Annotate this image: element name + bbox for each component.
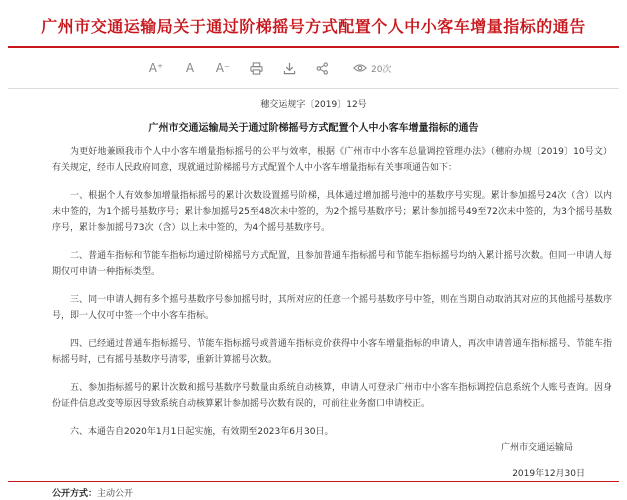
paragraph-intro: 为更好地兼顾我市个人中小客车增量指标摇号的公平与效率，根据《广州市中小客车总量调控管理办法》（穗府办规〔2019〕10号文）有关规定，经市人民政府同意，现就通过阶梯摇号方式配置个人中小客车增量指标有关事项通告如下： [52,147,612,173]
font-reset-icon: A [185,61,195,75]
paragraph-2: 二、普通车指标和节能车指标均通过阶梯摇号方式配置，且参加普通车指标摇号和节能车指标摇号均纳入累计摇号次数。但同一申请人每期仅可申请一种指标类型。 [52,251,612,277]
page-title: 广州市交通运输局关于通过阶梯摇号方式配置个人中小客车增量指标的通告 [41,17,586,36]
view-count: 20次 [371,64,392,75]
print-button[interactable] [248,58,264,78]
share-icon [316,62,329,75]
signature-date: 2019年12月30日 [512,469,585,479]
font-increase-button[interactable] [148,58,164,78]
disclosure-info [52,486,133,499]
font-reset-button[interactable] [182,58,198,78]
share-button[interactable] [314,58,330,78]
title-divider [8,46,619,48]
article-toolbar [148,58,391,78]
paragraph-3: 三、同一申请人拥有多个摇号基数序号参加摇号时，其所对应的任意一个摇号基数序号中签，则在当期自动取消其对应的其他摇号基数序号，即一人仅可中签一个中小客车指标。 [52,295,612,321]
document-number: 穗交运规字〔2019〕12号 [260,100,367,110]
font-decrease-icon: A⁻ [215,61,231,75]
download-button[interactable] [281,58,297,78]
toolbar-divider [8,88,619,89]
footer-divider [8,481,619,482]
font-increase-icon: A⁺ [148,61,164,75]
paragraph-5: 五、参加指标摇号的累计次数和摇号基数序号数量由系统自动核算，申请人可登录广州市中小客车指标调控信息系统个人账号查询。因身份证件信息改变等原因导致系统自动核算累计参加摇号次数有误的，可前往业务窗口申请校正。 [52,383,612,409]
document-heading: 广州市交通运输局关于通过阶梯摇号方式配置个人中小客车增量指标的通告 [148,123,479,134]
download-icon [283,62,296,75]
eye-icon [353,63,367,73]
font-decrease-button[interactable] [215,58,231,78]
disclosure-value: 主动公开 [97,489,134,499]
paragraph-1: 一、根据个人有效参加增量指标摇号的累计次数设置摇号阶梯，具体通过增加摇号池中的基数序号实现。累计参加摇号24次（含）以内未中签的，为1个摇号基数序号；累计参加摇号25至48次未中签的，为2个摇号基数序号；累计参加摇号49至72次未中签的，为3个摇号基数序号，累计参加摇号73次（含）以上未中签的，为4个摇号基数序号。 [52,191,612,233]
disclosure-label: 公开方式： [52,489,98,499]
print-icon [250,62,263,75]
paragraph-6: 六、本通告自2020年1月1日起实施，有效期至2023年6月30日。 [70,427,334,437]
signature-organization: 广州市交通运输局 [500,443,573,453]
paragraph-4: 四、已经通过普通车指标摇号、节能车指标摇号或普通车指标竞价获得中小客车增量指标的申请人，再次申请普通车指标摇号、节能车指标摇号时，已有摇号基数序号清零，重新计算摇号次数。 [52,339,612,365]
view-counter [353,62,391,75]
document-body [52,144,612,440]
